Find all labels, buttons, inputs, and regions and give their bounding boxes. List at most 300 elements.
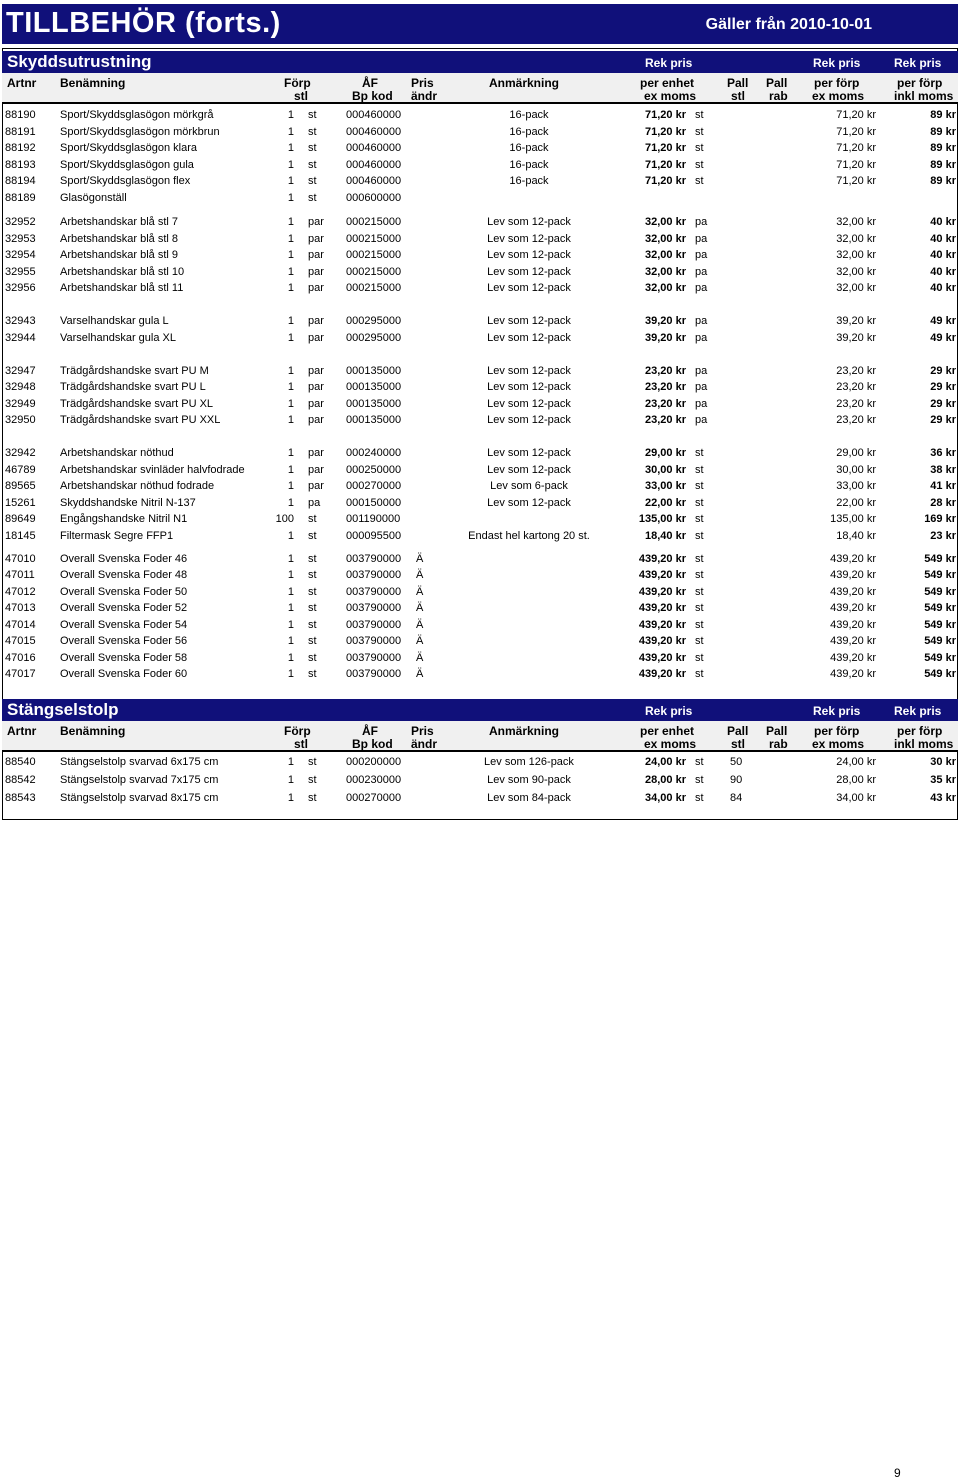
- forp-qty-cell: 1: [287, 233, 294, 245]
- col-per-enhet-line2: ex moms: [644, 737, 697, 751]
- table-row: [2, 495, 958, 511]
- price-change-cell: Ä: [416, 635, 424, 647]
- anmarkning-cell: 16-pack: [509, 109, 549, 121]
- col-per-forp-inkl-line1: per förp: [897, 76, 943, 90]
- artnr-cell: 32948: [5, 381, 36, 393]
- artnr-cell: 47010: [5, 553, 36, 565]
- price-per-forp-ex-cell: 439,20 kr: [830, 652, 876, 664]
- price-unit-cell: pa: [695, 233, 708, 245]
- table-row: [2, 330, 958, 346]
- anmarkning-cell: Lev som 12-pack: [487, 332, 571, 344]
- price-per-unit-cell: 23,20 kr: [645, 365, 686, 377]
- price-unit-cell: st: [695, 530, 704, 542]
- table-row: [2, 140, 958, 156]
- price-unit-cell: st: [695, 497, 704, 509]
- rek-pris-label: Rek pris: [645, 704, 693, 718]
- price-per-forp-inkl-cell: 89 kr: [930, 175, 956, 187]
- forp-unit-cell: st: [308, 668, 317, 680]
- price-per-forp-ex-cell: 135,00 kr: [830, 513, 876, 525]
- artnr-cell: 88192: [5, 142, 36, 154]
- af-code-cell: 003790000: [346, 635, 402, 647]
- forp-qty-cell: 1: [287, 774, 294, 786]
- price-per-forp-inkl-cell: 549 kr: [924, 586, 956, 598]
- table-row: [2, 511, 958, 527]
- artnr-cell: 32949: [5, 398, 36, 410]
- price-per-forp-ex-cell: 32,00 kr: [836, 266, 876, 278]
- benamning-cell: Stängselstolp svarvad 7x175 cm: [60, 774, 219, 786]
- forp-qty-cell: 1: [287, 652, 294, 664]
- forp-unit-cell: par: [308, 332, 324, 344]
- price-per-unit-cell: 439,20 kr: [638, 569, 686, 581]
- forp-unit-cell: st: [308, 159, 317, 171]
- anmarkning-cell: Lev som 12-pack: [487, 398, 571, 410]
- artnr-cell: 32952: [5, 216, 36, 228]
- anmarkning-cell: Lev som 126-pack: [484, 756, 574, 768]
- price-per-unit-cell: 28,00 kr: [645, 774, 686, 786]
- anmarkning-cell: Lev som 12-pack: [487, 315, 571, 327]
- price-per-unit-cell: 23,20 kr: [645, 414, 686, 426]
- benamning-cell: Overall Svenska Foder 50: [60, 586, 188, 598]
- price-per-forp-ex-cell: 439,20 kr: [830, 635, 876, 647]
- af-code-cell: 003790000: [346, 619, 402, 631]
- price-per-forp-ex-cell: 29,00 kr: [836, 447, 876, 459]
- anmarkning-cell: Lev som 12-pack: [487, 414, 571, 426]
- table-row: [2, 124, 958, 140]
- forp-unit-cell: st: [308, 109, 317, 121]
- col-pall-rab-line1: Pall: [766, 724, 788, 738]
- artnr-cell: 88193: [5, 159, 36, 171]
- af-code-cell: 000270000: [346, 792, 402, 804]
- price-unit-cell: pa: [695, 414, 708, 426]
- forp-qty-cell: 1: [287, 480, 294, 492]
- artnr-cell: 32950: [5, 414, 36, 426]
- price-per-forp-ex-cell: 71,20 kr: [836, 175, 876, 187]
- benamning-cell: Arbetshandskar blå stl 11: [60, 282, 184, 294]
- forp-unit-cell: st: [308, 774, 317, 786]
- forp-unit-cell: par: [308, 414, 324, 426]
- af-code-cell: 000460000: [346, 109, 402, 121]
- artnr-cell: 88543: [5, 792, 36, 804]
- forp-unit-cell: st: [308, 192, 317, 204]
- price-per-forp-ex-cell: 439,20 kr: [830, 619, 876, 631]
- price-per-forp-ex-cell: 71,20 kr: [836, 159, 876, 171]
- anmarkning-cell: Endast hel kartong 20 st.: [468, 530, 590, 542]
- af-code-cell: 000460000: [346, 175, 402, 187]
- benamning-cell: Overall Svenska Foder 60: [60, 668, 188, 680]
- price-per-forp-inkl-cell: 40 kr: [930, 249, 956, 261]
- table-row: [2, 247, 958, 263]
- price-per-forp-inkl-cell: 49 kr: [930, 315, 956, 327]
- price-per-forp-inkl-cell: 23 kr: [930, 530, 956, 542]
- forp-qty-cell: 1: [287, 332, 294, 344]
- forp-qty-cell: 1: [287, 192, 294, 204]
- forp-unit-cell: par: [308, 282, 324, 294]
- af-code-cell: 000240000: [346, 447, 402, 459]
- table-row: [2, 528, 958, 544]
- benamning-cell: Engångshandske Nitril N1: [60, 513, 188, 525]
- forp-unit-cell: par: [308, 249, 324, 261]
- forp-qty-cell: 1: [287, 635, 294, 647]
- forp-unit-cell: st: [308, 142, 317, 154]
- price-per-forp-ex-cell: 24,00 kr: [836, 756, 876, 768]
- price-per-forp-inkl-cell: 40 kr: [930, 266, 956, 278]
- price-unit-cell: st: [695, 586, 704, 598]
- af-code-cell: 000215000: [346, 216, 402, 228]
- price-per-unit-cell: 439,20 kr: [638, 652, 686, 664]
- price-per-forp-ex-cell: 71,20 kr: [836, 126, 876, 138]
- price-per-forp-ex-cell: 30,00 kr: [836, 464, 876, 476]
- price-per-forp-inkl-cell: 29 kr: [930, 365, 956, 377]
- af-code-cell: 003790000: [346, 569, 402, 581]
- forp-unit-cell: par: [308, 233, 324, 245]
- forp-qty-cell: 1: [287, 619, 294, 631]
- benamning-cell: Overall Svenska Foder 52: [60, 602, 188, 614]
- pall-stl-cell: 84: [730, 792, 743, 804]
- col-per-enhet-line1: per enhet: [640, 76, 695, 90]
- price-unit-cell: st: [695, 447, 704, 459]
- col-pris-line1: Pris: [411, 724, 434, 738]
- benamning-cell: Varselhandskar gula L: [60, 315, 169, 327]
- artnr-cell: 46789: [5, 464, 36, 476]
- table-row: [2, 264, 958, 280]
- price-per-forp-ex-cell: 28,00 kr: [836, 774, 876, 786]
- price-per-unit-cell: 30,00 kr: [645, 464, 686, 476]
- anmarkning-cell: Lev som 12-pack: [487, 447, 571, 459]
- artnr-cell: 47017: [5, 668, 36, 680]
- price-unit-cell: st: [695, 142, 704, 154]
- benamning-cell: Trädgårdshandske svart PU M: [60, 365, 209, 377]
- forp-qty-cell: 1: [287, 464, 294, 476]
- price-unit-cell: st: [695, 756, 704, 768]
- price-per-unit-cell: 439,20 kr: [638, 619, 686, 631]
- benamning-cell: Skyddshandske Nitril N-137: [60, 497, 196, 509]
- price-per-unit-cell: 39,20 kr: [645, 332, 686, 344]
- price-per-unit-cell: 71,20 kr: [645, 142, 686, 154]
- forp-unit-cell: st: [308, 586, 317, 598]
- price-per-forp-inkl-cell: 169 kr: [924, 513, 956, 525]
- forp-qty-cell: 1: [287, 569, 294, 581]
- price-per-unit-cell: 439,20 kr: [638, 553, 686, 565]
- col-forp-line1: Förp: [284, 76, 311, 90]
- price-unit-cell: pa: [695, 332, 708, 344]
- artnr-cell: 88194: [5, 175, 36, 187]
- table-row: [2, 214, 958, 230]
- forp-qty-cell: 1: [287, 266, 294, 278]
- price-change-cell: Ä: [416, 553, 424, 565]
- benamning-cell: Overall Svenska Foder 56: [60, 635, 188, 647]
- price-per-forp-ex-cell: 34,00 kr: [836, 792, 876, 804]
- table-row: [2, 231, 958, 247]
- anmarkning-cell: Lev som 12-pack: [487, 381, 571, 393]
- forp-qty-cell: 1: [287, 414, 294, 426]
- price-per-forp-inkl-cell: 41 kr: [930, 480, 956, 492]
- col-pall-stl-line2: stl: [731, 737, 746, 751]
- table-row: [2, 445, 958, 461]
- price-unit-cell: pa: [695, 282, 708, 294]
- rek-pris-label: Rek pris: [813, 56, 861, 70]
- benamning-cell: Sport/Skyddsglasögon mörkgrå: [60, 109, 214, 121]
- price-per-unit-cell: 34,00 kr: [645, 792, 686, 804]
- price-change-cell: Ä: [416, 652, 424, 664]
- price-per-unit-cell: 32,00 kr: [645, 282, 686, 294]
- artnr-cell: 47013: [5, 602, 36, 614]
- af-code-cell: 000270000: [346, 480, 402, 492]
- forp-qty-cell: 1: [287, 756, 294, 768]
- col-anmarkning: Anmärkning: [489, 724, 560, 738]
- price-per-forp-inkl-cell: 30 kr: [930, 756, 956, 768]
- price-per-forp-ex-cell: 439,20 kr: [830, 586, 876, 598]
- af-code-cell: 000135000: [346, 381, 402, 393]
- anmarkning-cell: 16-pack: [509, 159, 549, 171]
- af-code-cell: 003790000: [346, 553, 402, 565]
- anmarkning-cell: Lev som 12-pack: [487, 365, 571, 377]
- artnr-cell: 47015: [5, 635, 36, 647]
- table-row: [2, 617, 958, 633]
- price-per-unit-cell: 439,20 kr: [638, 602, 686, 614]
- forp-unit-cell: par: [308, 464, 324, 476]
- price-unit-cell: st: [695, 668, 704, 680]
- col-benamning: Benämning: [60, 76, 126, 90]
- af-code-cell: 000460000: [346, 142, 402, 154]
- artnr-cell: 47011: [5, 569, 35, 581]
- af-code-cell: 001190000: [346, 513, 401, 525]
- forp-qty-cell: 1: [287, 365, 294, 377]
- col-pall-rab-line2: rab: [769, 89, 788, 103]
- forp-unit-cell: st: [308, 569, 317, 581]
- table-row: [2, 478, 958, 494]
- price-unit-cell: st: [695, 792, 704, 804]
- forp-unit-cell: st: [308, 553, 317, 565]
- artnr-cell: 32947: [5, 365, 36, 377]
- price-per-forp-inkl-cell: 29 kr: [930, 398, 956, 410]
- col-pris-line2: ändr: [411, 89, 438, 103]
- col-artnr: Artnr: [7, 724, 37, 738]
- price-per-forp-inkl-cell: 89 kr: [930, 142, 956, 154]
- pall-stl-cell: 50: [730, 756, 743, 768]
- page-title: TILLBEHÖR (forts.): [6, 7, 281, 39]
- artnr-cell: 32954: [5, 249, 36, 261]
- price-per-unit-cell: 32,00 kr: [645, 249, 686, 261]
- column-header-row: [2, 721, 958, 752]
- forp-unit-cell: par: [308, 216, 324, 228]
- table-row: [2, 173, 958, 189]
- price-per-forp-inkl-cell: 36 kr: [930, 447, 956, 459]
- price-per-unit-cell: 439,20 kr: [638, 586, 686, 598]
- price-per-unit-cell: 29,00 kr: [645, 447, 686, 459]
- price-per-forp-ex-cell: 32,00 kr: [836, 233, 876, 245]
- price-per-unit-cell: 71,20 kr: [645, 126, 686, 138]
- col-af-line1: ÅF: [362, 76, 378, 90]
- af-code-cell: 000230000: [346, 774, 402, 786]
- col-artnr: Artnr: [7, 76, 37, 90]
- anmarkning-cell: Lev som 12-pack: [487, 266, 571, 278]
- rek-pris-label: Rek pris: [894, 56, 942, 70]
- forp-unit-cell: par: [308, 447, 324, 459]
- artnr-cell: 88542: [5, 774, 36, 786]
- artnr-cell: 32942: [5, 447, 36, 459]
- forp-qty-cell: 1: [287, 398, 294, 410]
- forp-unit-cell: st: [308, 513, 317, 525]
- af-code-cell: 000460000: [346, 126, 402, 138]
- price-per-forp-inkl-cell: 89 kr: [930, 126, 956, 138]
- af-code-cell: 000215000: [346, 249, 402, 261]
- price-per-forp-ex-cell: 439,20 kr: [830, 602, 876, 614]
- price-unit-cell: st: [695, 652, 704, 664]
- benamning-cell: Overall Svenska Foder 58: [60, 652, 188, 664]
- anmarkning-cell: Lev som 84-pack: [487, 792, 571, 804]
- anmarkning-cell: Lev som 12-pack: [487, 216, 571, 228]
- price-unit-cell: st: [695, 569, 704, 581]
- af-code-cell: 000600000: [346, 192, 402, 204]
- forp-qty-cell: 1: [287, 381, 294, 393]
- table-row: [2, 754, 958, 770]
- anmarkning-cell: Lev som 12-pack: [487, 233, 571, 245]
- anmarkning-cell: 16-pack: [509, 175, 549, 187]
- price-per-forp-ex-cell: 439,20 kr: [830, 553, 876, 565]
- price-unit-cell: pa: [695, 216, 708, 228]
- col-forp-line1: Förp: [284, 724, 311, 738]
- af-code-cell: 000250000: [346, 464, 402, 476]
- price-per-forp-inkl-cell: 549 kr: [924, 619, 956, 631]
- price-per-unit-cell: 71,20 kr: [645, 175, 686, 187]
- forp-qty-cell: 1: [287, 792, 294, 804]
- price-per-forp-inkl-cell: 89 kr: [930, 159, 956, 171]
- forp-qty-cell: 1: [287, 249, 294, 261]
- artnr-cell: 32956: [5, 282, 36, 294]
- price-per-forp-inkl-cell: 40 kr: [930, 233, 956, 245]
- price-per-forp-ex-cell: 71,20 kr: [836, 109, 876, 121]
- price-per-forp-inkl-cell: 549 kr: [924, 553, 956, 565]
- forp-qty-cell: 1: [287, 668, 294, 680]
- table-row: [2, 363, 958, 379]
- price-unit-cell: pa: [695, 315, 708, 327]
- artnr-cell: 47012: [5, 586, 36, 598]
- price-per-forp-inkl-cell: 38 kr: [930, 464, 956, 476]
- price-per-forp-inkl-cell: 35 kr: [930, 774, 956, 786]
- price-per-unit-cell: 439,20 kr: [638, 635, 686, 647]
- col-per-forp-ex-line2: ex moms: [812, 737, 865, 751]
- forp-unit-cell: st: [308, 792, 317, 804]
- artnr-cell: 89565: [5, 480, 36, 492]
- table-row: [2, 157, 958, 173]
- forp-qty-cell: 1: [287, 216, 294, 228]
- benamning-cell: Arbetshandskar blå stl 7: [60, 216, 179, 228]
- price-unit-cell: pa: [695, 249, 708, 261]
- table-row: [2, 772, 958, 788]
- anmarkning-cell: Lev som 12-pack: [487, 282, 571, 294]
- forp-qty-cell: 1: [287, 126, 294, 138]
- col-forp-line2: stl: [294, 89, 309, 103]
- af-code-cell: 000095500: [346, 530, 402, 542]
- price-unit-cell: st: [695, 175, 704, 187]
- col-per-enhet-line1: per enhet: [640, 724, 695, 738]
- price-per-forp-inkl-cell: 40 kr: [930, 282, 956, 294]
- price-per-forp-ex-cell: 39,20 kr: [836, 315, 876, 327]
- forp-unit-cell: par: [308, 398, 324, 410]
- table-row: [2, 790, 958, 806]
- price-per-unit-cell: 135,00 kr: [638, 513, 686, 525]
- col-anmarkning: Anmärkning: [489, 76, 560, 90]
- price-per-forp-ex-cell: 23,20 kr: [836, 381, 876, 393]
- price-per-forp-ex-cell: 39,20 kr: [836, 332, 876, 344]
- benamning-cell: Overall Svenska Foder 46: [60, 553, 188, 565]
- benamning-cell: Arbetshandskar nöthud: [60, 447, 174, 459]
- af-code-cell: 000215000: [346, 266, 402, 278]
- col-per-forp-ex-line2: ex moms: [812, 89, 865, 103]
- column-header-row: [2, 73, 958, 104]
- forp-qty-cell: 1: [287, 553, 294, 565]
- table-row: [2, 567, 958, 583]
- benamning-cell: Filtermask Segre FFP1: [60, 530, 174, 542]
- table-row: [2, 396, 958, 412]
- col-pris-line2: ändr: [411, 737, 438, 751]
- price-unit-cell: st: [695, 464, 704, 476]
- benamning-cell: Arbetshandskar svinläder halvfodrade: [60, 464, 245, 476]
- forp-unit-cell: pa: [308, 497, 321, 509]
- price-per-forp-inkl-cell: 549 kr: [924, 652, 956, 664]
- price-change-cell: Ä: [416, 619, 424, 631]
- artnr-cell: 88540: [5, 756, 36, 768]
- af-code-cell: 000295000: [346, 315, 402, 327]
- price-per-forp-ex-cell: 32,00 kr: [836, 249, 876, 261]
- benamning-cell: Arbetshandskar nöthud fodrade: [60, 480, 215, 492]
- forp-qty-cell: 1: [287, 175, 294, 187]
- anmarkning-cell: Lev som 12-pack: [487, 249, 571, 261]
- af-code-cell: 000135000: [346, 365, 402, 377]
- col-per-forp-ex-line1: per förp: [814, 76, 860, 90]
- table-row: [2, 379, 958, 395]
- table-row: [2, 313, 958, 329]
- price-per-unit-cell: 39,20 kr: [645, 315, 686, 327]
- anmarkning-cell: Lev som 12-pack: [487, 464, 571, 476]
- af-code-cell: 003790000: [346, 652, 402, 664]
- price-per-forp-ex-cell: 23,20 kr: [836, 414, 876, 426]
- artnr-cell: 18145: [5, 530, 36, 542]
- forp-unit-cell: st: [308, 756, 317, 768]
- price-per-forp-inkl-cell: 29 kr: [930, 381, 956, 393]
- price-change-cell: Ä: [416, 586, 424, 598]
- price-per-forp-inkl-cell: 549 kr: [924, 635, 956, 647]
- forp-unit-cell: par: [308, 365, 324, 377]
- price-per-forp-ex-cell: 18,40 kr: [836, 530, 876, 542]
- forp-unit-cell: st: [308, 175, 317, 187]
- price-per-forp-inkl-cell: 28 kr: [930, 497, 956, 509]
- price-per-forp-inkl-cell: 29 kr: [930, 414, 956, 426]
- benamning-cell: Overall Svenska Foder 48: [60, 569, 188, 581]
- price-unit-cell: st: [695, 480, 704, 492]
- table-row: [2, 650, 958, 666]
- col-pall-stl-line1: Pall: [727, 76, 749, 90]
- table-row: [2, 584, 958, 600]
- forp-unit-cell: par: [308, 266, 324, 278]
- af-code-cell: 003790000: [346, 602, 402, 614]
- price-unit-cell: st: [695, 619, 704, 631]
- benamning-cell: Arbetshandskar blå stl 9: [60, 249, 179, 261]
- price-per-forp-inkl-cell: 43 kr: [930, 792, 956, 804]
- price-per-unit-cell: 22,00 kr: [645, 497, 686, 509]
- price-unit-cell: st: [695, 126, 704, 138]
- price-unit-cell: st: [695, 553, 704, 565]
- anmarkning-cell: Lev som 6-pack: [490, 480, 568, 492]
- price-unit-cell: pa: [695, 266, 708, 278]
- price-per-unit-cell: 439,20 kr: [638, 668, 686, 680]
- price-per-forp-ex-cell: 33,00 kr: [836, 480, 876, 492]
- artnr-cell: 89649: [5, 513, 36, 525]
- benamning-cell: Sport/Skyddsglasögon flex: [60, 175, 191, 187]
- price-per-unit-cell: 18,40 kr: [645, 530, 686, 542]
- artnr-cell: 32953: [5, 233, 36, 245]
- price-per-unit-cell: 23,20 kr: [645, 381, 686, 393]
